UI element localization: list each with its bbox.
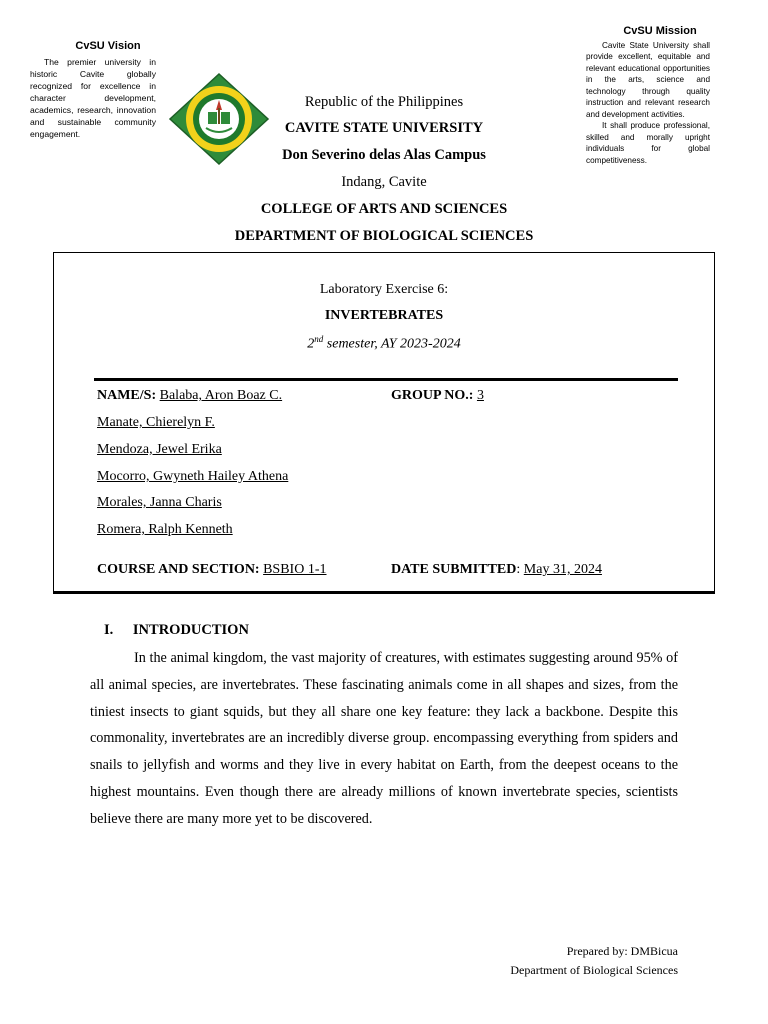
section-title: INTRODUCTION bbox=[132, 622, 249, 638]
course-value: BSBIO 1-1 bbox=[263, 562, 327, 577]
name-item: Romera, Ralph Kenneth bbox=[97, 522, 233, 537]
vision-title: CvSU Vision bbox=[75, 40, 141, 52]
semester-number: 2 bbox=[307, 336, 315, 352]
mission-paragraph-1: Cavite State University shall provide excellent, equitable and relevant educational opportunities in the arts, science and technology through quality instruction and relevant research and development activities. bbox=[586, 40, 710, 119]
group-label: GROUP NO.: bbox=[391, 388, 474, 403]
date-separator: : bbox=[516, 562, 521, 577]
semester-suffix: nd bbox=[314, 334, 324, 344]
name-item: Morales, Janna Charis bbox=[97, 495, 222, 510]
semester-text: semester, AY 2023-2024 bbox=[323, 336, 461, 352]
header-college: COLLEGE OF ARTS AND SCIENCES bbox=[260, 201, 508, 217]
prepared-by: Prepared by: DMBicua bbox=[566, 944, 678, 958]
header-university: CAVITE STATE UNIVERSITY bbox=[284, 120, 484, 136]
section-number: I. bbox=[104, 622, 114, 638]
footer bbox=[400, 942, 678, 980]
mission-paragraph-2: It shall produce professional, skilled and morally upright individuals for global competitiveness. bbox=[586, 121, 710, 165]
name-item: Mendoza, Jewel Erika bbox=[97, 442, 222, 457]
header-campus: Don Severino delas Alas Campus bbox=[282, 147, 486, 163]
section-heading bbox=[104, 622, 249, 639]
name-item: Balaba, Aron Boaz C. bbox=[159, 388, 283, 403]
mission-title: CvSU Mission bbox=[623, 25, 697, 37]
date-label: DATE SUBMITTED bbox=[391, 562, 517, 577]
cvsu-mission-block bbox=[586, 26, 710, 166]
name-item: Manate, Chierelyn F. bbox=[97, 415, 215, 430]
introduction-text: In the animal kingdom, the vast majority of creatures, with estimates suggesting around 95% of all animal species, are invertebrates. These fascinating animals come in all shapes and sizes, from the tiniest insects to giant squids, but they all share one key feature: they lack a backbone. Despite this commonality, invertebrates are an incredibly diverse group. encompassing everything from spiders and snails to jellyfish and worms and they live in every habitat on Earth, from the deepest oceans to the highest mountains. Even though there are already millions of known invertebrate species, scientists believe there are many more yet to be discovered. bbox=[90, 650, 678, 827]
course-row bbox=[97, 562, 327, 578]
group-value: 3 bbox=[476, 388, 484, 403]
exercise-label: Laboratory Exercise 6: bbox=[319, 282, 449, 297]
introduction-paragraph bbox=[90, 645, 678, 833]
names-row bbox=[97, 388, 282, 404]
names-label: NAME/S: bbox=[97, 388, 157, 403]
date-value: May 31, 2024 bbox=[523, 562, 602, 577]
header-location: Indang, Cavite bbox=[341, 174, 427, 190]
footer-department: Department of Biological Sciences bbox=[510, 963, 678, 977]
course-label: COURSE AND SECTION: bbox=[97, 562, 260, 577]
date-row bbox=[391, 562, 602, 578]
exercise-title: INVERTEBRATES bbox=[324, 308, 444, 323]
vision-text: The premier university in historic Cavite globally recognized for excellence in character development, academics, research, innovation and sustainable community engagement. bbox=[30, 57, 156, 139]
name-item: Mocorro, Gwyneth Hailey Athena bbox=[97, 469, 289, 484]
group-row bbox=[391, 388, 484, 404]
header-department: DEPARTMENT OF BIOLOGICAL SCIENCES bbox=[234, 228, 534, 244]
divider-rule bbox=[94, 378, 678, 381]
cvsu-vision-block bbox=[30, 40, 156, 140]
semester-line bbox=[53, 334, 715, 353]
header-republic: Republic of the Philippines bbox=[304, 94, 464, 110]
